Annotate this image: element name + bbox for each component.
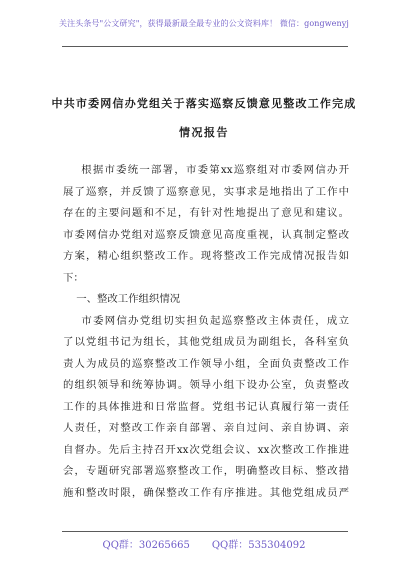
body-line: 根据市委统一部署，市委第xx巡察组对市委网信办开	[63, 164, 349, 176]
body-line: 的组织领导和统筹协调。领导小组下设办公室，负责整改	[63, 379, 349, 391]
body-line: 方案，精心组织整改工作。现将整改工作完成情况报告如	[63, 250, 349, 262]
body-line: 自督办。先后主持召开xx次党组会议、xx次整改工作推进	[63, 443, 349, 456]
body-line: 下：	[63, 271, 84, 284]
body-line: 人责任，对整改工作亲自部署、亲自过问、亲自协调、亲	[63, 422, 349, 434]
body-line: 责人为成员的巡察整改工作领导小组，全面负责整改工作	[63, 357, 349, 370]
body-line: 市委网信办党组切实担负起巡察整改主体责任，成立	[63, 314, 349, 327]
header-banner: 关注头条号"公文研究"，获得最新最全最专业的公文资料库！ 微信：gongwenyj	[59, 19, 349, 28]
document-body	[63, 160, 349, 504]
document-title-line-1: 中共市委网信办党组关于落实巡察反馈意见整改工作完成	[51, 97, 357, 110]
body-line: 市委网信办党组对巡察反馈意见高度重视，认真制定整改	[63, 228, 349, 241]
footer-qq-group-2: QQ群：535304092	[211, 540, 306, 551]
header-rule	[62, 46, 348, 47]
body-line: 一、整改工作组织情况	[63, 293, 181, 305]
body-line: 展了巡察，并反馈了巡察意见，实事求是地指出了工作中	[63, 185, 349, 198]
body-line: 会，专题研究部署巡察整改工作，明确整改目标、整改措	[63, 465, 349, 477]
body-line: 了以党组书记为组长，其他党组成员为副组长，各科室负	[63, 336, 349, 348]
body-line: 施和整改时限，确保整改工作有序推进。其他党组成员严	[63, 486, 349, 499]
footer-qq-group-1: QQ群：30265665	[102, 540, 190, 551]
body-line: 工作的具体推进和日常监督。党组书记认真履行第一责任	[63, 400, 349, 413]
body-line: 存在的主要问题和不足，有针对性地提出了意见和建议。	[63, 207, 349, 219]
footer-rule	[62, 531, 348, 532]
footer	[0, 536, 408, 551]
document-title-line-2: 情况报告	[179, 126, 229, 139]
